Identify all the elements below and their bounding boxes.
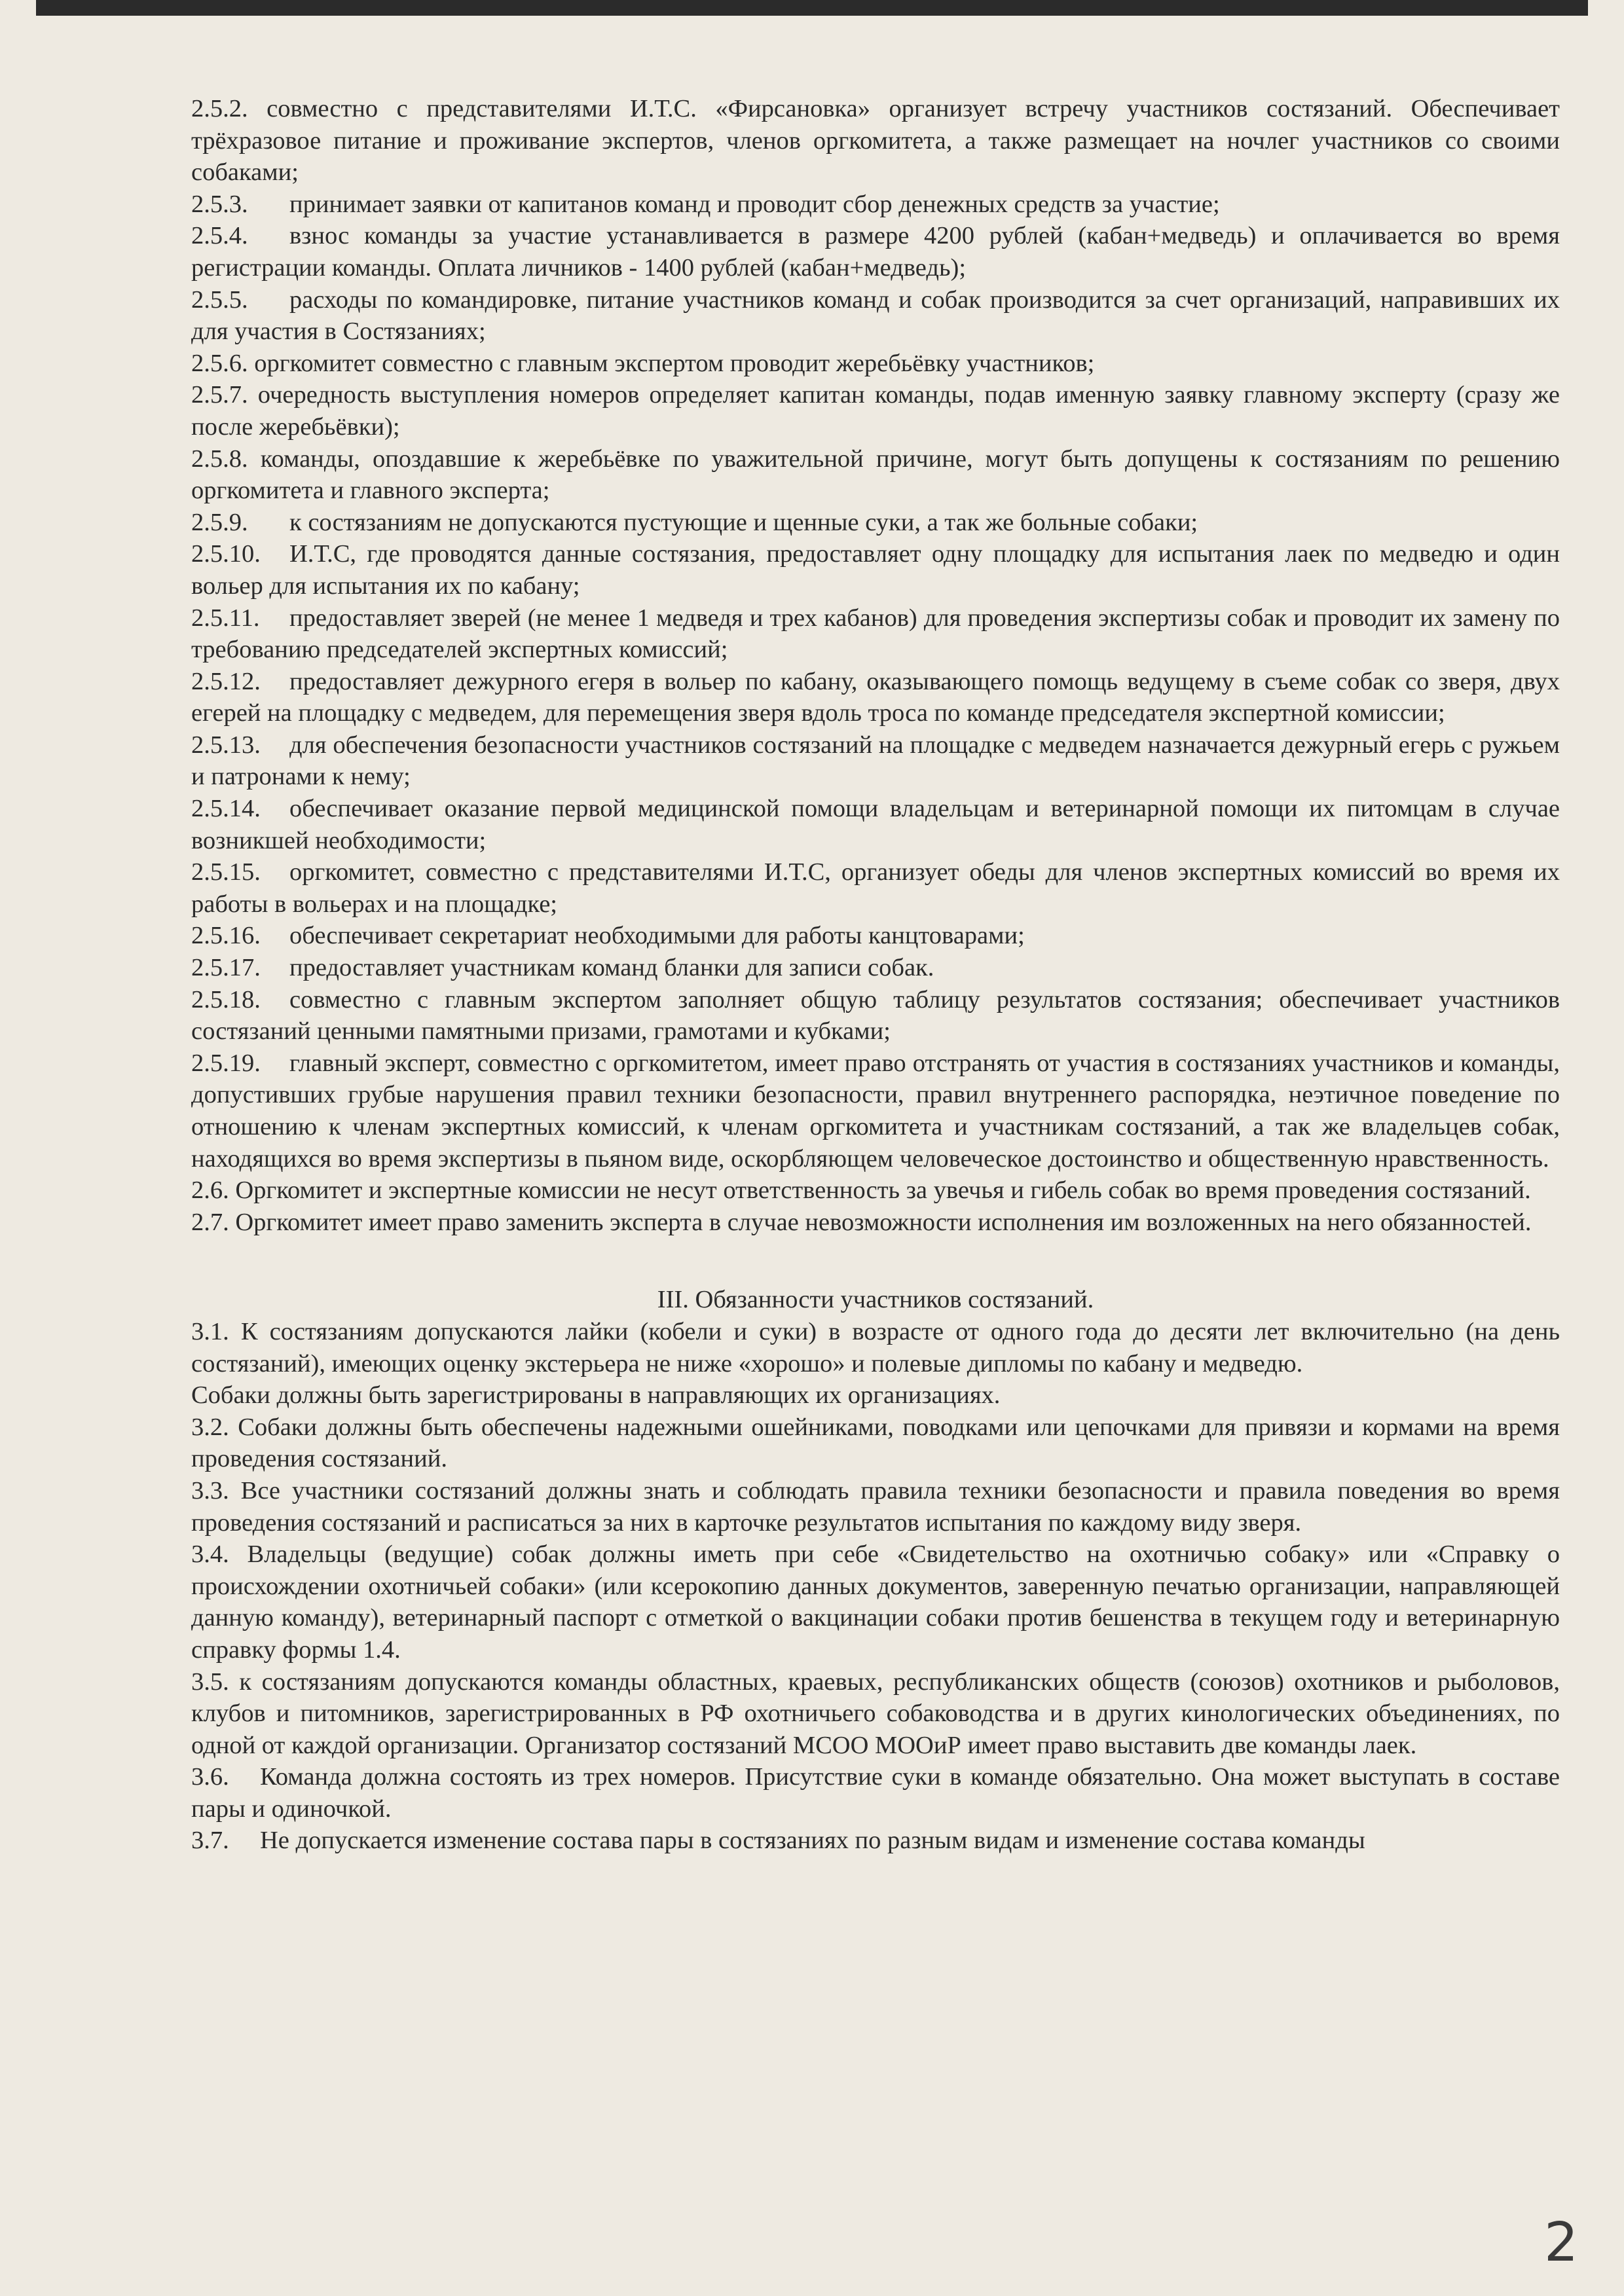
clause-number: 2.5.9.: [191, 508, 248, 536]
section-2-items: [191, 93, 1560, 1238]
clause-paragraph: [191, 952, 1560, 984]
clause-paragraph: [191, 729, 1560, 793]
clause-text: И.Т.С, где проводятся данные состязания, предоставляет одну площадку для испытания лаек по медведю и один вольер для испытания их по кабану;: [191, 540, 1560, 600]
clause-text: команды, опоздавшие к жеребьёвке по уважительной причине, могут быть допущены к состязаниям по решению оргкомитета и главного эксперта;: [191, 445, 1560, 505]
clause-number: 3.2.: [191, 1413, 229, 1441]
clause-text: Команда должна состоять из трех номеров. Присутствие суки в команде обязательно. Она может выступать в составе пары и одиночкой.: [191, 1763, 1560, 1823]
clause-paragraph: [191, 443, 1560, 507]
clause-paragraph: [191, 920, 1560, 952]
clause-text: Оргкомитет имеет право заменить эксперта в случае невозможности исполнения им возложенных на него обязанностей.: [235, 1208, 1532, 1236]
clause-number: 2.5.15.: [191, 858, 261, 886]
clause-paragraph: [191, 1412, 1560, 1475]
clause-text: очередность выступления номеров определяет капитан команды, подав именную заявку главному эксперту (сразу же после жеребьёвки);: [191, 381, 1560, 441]
clause-paragraph: [191, 189, 1560, 221]
clause-number: 3.7.: [191, 1827, 229, 1855]
clause-number: 2.5.17.: [191, 954, 261, 982]
clause-paragraph: [191, 1048, 1560, 1175]
clause-text: предоставляет участникам команд бланки для записи собак.: [289, 954, 934, 982]
clause-number: 3.6.: [191, 1763, 229, 1791]
clause-number: 2.5.7.: [191, 381, 248, 409]
clause-paragraph: [191, 507, 1560, 539]
clause-number: 2.5.13.: [191, 731, 261, 759]
clause-number: 2.5.6.: [191, 349, 248, 377]
clause-number: 2.7.: [191, 1208, 229, 1236]
clause-number: 2.5.4.: [191, 222, 248, 250]
clause-text: Собаки должны быть обеспечены надежными ошейниками, поводками или цепочками для привязи и кормами на время проведения состязаний.: [191, 1413, 1560, 1473]
clause-text: принимает заявки от капитанов команд и проводит сбор денежных средств за участие;: [289, 190, 1220, 218]
clause-text: расходы по командировке, питание участников команд и собак производится за счет организаций, направивших их для участия в Состязаниях;: [191, 285, 1560, 346]
clause-text: Собаки должны быть зарегистрированы в направляющих их организациях.: [191, 1381, 1001, 1410]
clause-text: к состязаниям не допускаются пустующие и щенные суки, а так же больные собаки;: [289, 508, 1198, 536]
clause-number: 2.5.18.: [191, 985, 261, 1013]
clause-text: обеспечивает секретариат необходимыми для работы канцтоварами;: [289, 922, 1025, 950]
clause-text: главный эксперт, совместно с оргкомитетом, имеет право отстранять от участия в состязаниях участников и команды, допустивших грубые нарушения правил техники безопасности, правил внутреннего распорядка, неэтичное поведение по отношению к членам экспертных комиссий, к членам оргкомитета и участникам состязаний, а так же владельцев собак, находящихся во время экспертизы в пьяном виде, оскорбляющем человеческое достоинство и общественную нравственность.: [191, 1049, 1560, 1173]
clause-text: предоставляет зверей (не менее 1 медведя и трех кабанов) для проведения экспертизы собак и проводит их замену по требованию председателей экспертных комиссий;: [191, 604, 1560, 664]
clause-text: оргкомитет совместно с главным экспертом проводит жеребьёвку участников;: [254, 349, 1095, 377]
clause-text: оргкомитет, совместно с представителями И.Т.С, организует обеды для членов экспертных комиссий во время их работы в вольерах и на площадке;: [191, 858, 1560, 918]
page-top-border: [36, 0, 1588, 16]
section-heading: III. Обязанности участников состязаний.: [657, 1286, 1094, 1314]
clause-number: 2.5.16.: [191, 922, 261, 950]
clause-number: 3.5.: [191, 1667, 229, 1696]
clause-text: предоставляет дежурного егеря в вольер по кабану, оказывающего помощь ведущему в съеме собак со зверя, двух егерей на площадку с медведем, для перемещения зверя вдоль троса по команде председателя экспертной комиссии;: [191, 667, 1560, 727]
clause-paragraph: [191, 220, 1560, 283]
clause-paragraph: [191, 1175, 1560, 1207]
clause-number: 2.5.19.: [191, 1049, 261, 1077]
clause-number: 2.5.10.: [191, 540, 261, 568]
clause-text: к состязаниям допускаются команды областных, краевых, республиканских обществ (союзов) охотников и рыболовов, клубов и питомников, зарегистрированных в РФ охотничьего собаководства и в других кинологических объединениях, по одной от каждой организации. Организатор состязаний МСОО МООиР имеет право выставить две команды лаек.: [191, 1667, 1560, 1759]
clause-paragraph: [191, 1825, 1560, 1857]
clause-paragraph: [191, 984, 1560, 1048]
section-3-items: [191, 1316, 1560, 1857]
clause-text: взнос команды за участие устанавливается в размере 4200 рублей (кабан+медведь) и оплачивается во время регистрации команды. Оплата личников - 1400 рублей (кабан+медведь);: [191, 222, 1560, 282]
clause-paragraph: [191, 284, 1560, 348]
clause-text: Не допускается изменение состава пары в состязаниях по разным видам и изменение состава команды: [260, 1827, 1365, 1855]
clause-number: 2.5.2.: [191, 95, 248, 122]
clause-number: 3.1.: [191, 1317, 229, 1345]
clause-paragraph: [191, 1666, 1560, 1762]
clause-text: Все участники состязаний должны знать и соблюдать правила техники безопасности и правила поведения во время проведения состязаний и расписаться за них в карточке результатов испытания по каждому виду зверя.: [191, 1476, 1560, 1537]
clause-paragraph: [191, 348, 1560, 380]
clause-number: 2.5.11.: [191, 604, 260, 632]
clause-paragraph: [191, 93, 1560, 189]
clause-paragraph: [191, 793, 1560, 856]
clause-paragraph: [191, 1475, 1560, 1539]
clause-paragraph: [191, 856, 1560, 920]
clause-number: 2.5.3.: [191, 190, 248, 218]
clause-number: 3.4.: [191, 1540, 229, 1569]
page-number: 2: [1544, 2212, 1579, 2274]
clause-paragraph: [191, 1761, 1560, 1825]
clause-paragraph: [191, 1539, 1560, 1666]
clause-paragraph: [191, 379, 1560, 443]
clause-text: обеспечивает оказание первой медицинской помощи владельцам и ветеринарной помощи их питомцам в случае возникшей необходимости;: [191, 795, 1560, 854]
clause-paragraph: [191, 602, 1560, 666]
document-body: [191, 93, 1560, 1857]
clause-paragraph: [191, 1379, 1560, 1412]
clause-text: Владельцы (ведущие) собак должны иметь при себе «Свидетельство на охотничью собаку» или «Справку о происхождении охотничьей собаки» (или ксерокопию данных документов, заверенную печатью организации, направляющей данную команду), ветеринарный паспорт с отметкой о вакцинации собаки против бешенства в текущем году и ветеринарную справку формы 1.4.: [191, 1540, 1560, 1664]
clause-paragraph: [191, 1316, 1560, 1379]
clause-text: К состязаниям допускаются лайки (кобели и суки) в возрасте от одного года до десяти лет включительно (на день состязаний), имеющих оценку экстерьера не ниже «хорошо» и полевые дипломы по кабану и медведю.: [191, 1317, 1560, 1377]
clause-paragraph: [191, 666, 1560, 729]
clause-number: 2.6.: [191, 1176, 229, 1205]
clause-number: 2.5.8.: [191, 445, 248, 473]
clause-text: Оргкомитет и экспертные комиссии не несут ответственность за увечья и гибель собак во время проведения состязаний.: [235, 1176, 1531, 1205]
clause-number: 3.3.: [191, 1476, 229, 1504]
clause-text: совместно с представителями И.Т.С. «Фирсановка» организует встречу участников состязаний. Обеспечивает трёхразовое питание и проживание экспертов, членов оргкомитета, а также размещает на ночлег участников со своими собаками;: [191, 95, 1560, 187]
clause-number: 2.5.12.: [191, 667, 261, 695]
clause-paragraph: [191, 1207, 1560, 1239]
clause-text: для обеспечения безопасности участников состязаний на площадке с медведем назначается дежурный егерь с ружьем и патронами к нему;: [191, 731, 1560, 791]
clause-number: 2.5.14.: [191, 795, 261, 823]
clause-paragraph: [191, 538, 1560, 602]
section-spacer: [191, 1238, 1560, 1271]
clause-text: совместно с главным экспертом заполняет общую таблицу результатов состязания; обеспечивает участников состязаний ценными памятными призами, грамотами и кубками;: [191, 985, 1560, 1046]
clause-number: 2.5.5.: [191, 285, 248, 314]
